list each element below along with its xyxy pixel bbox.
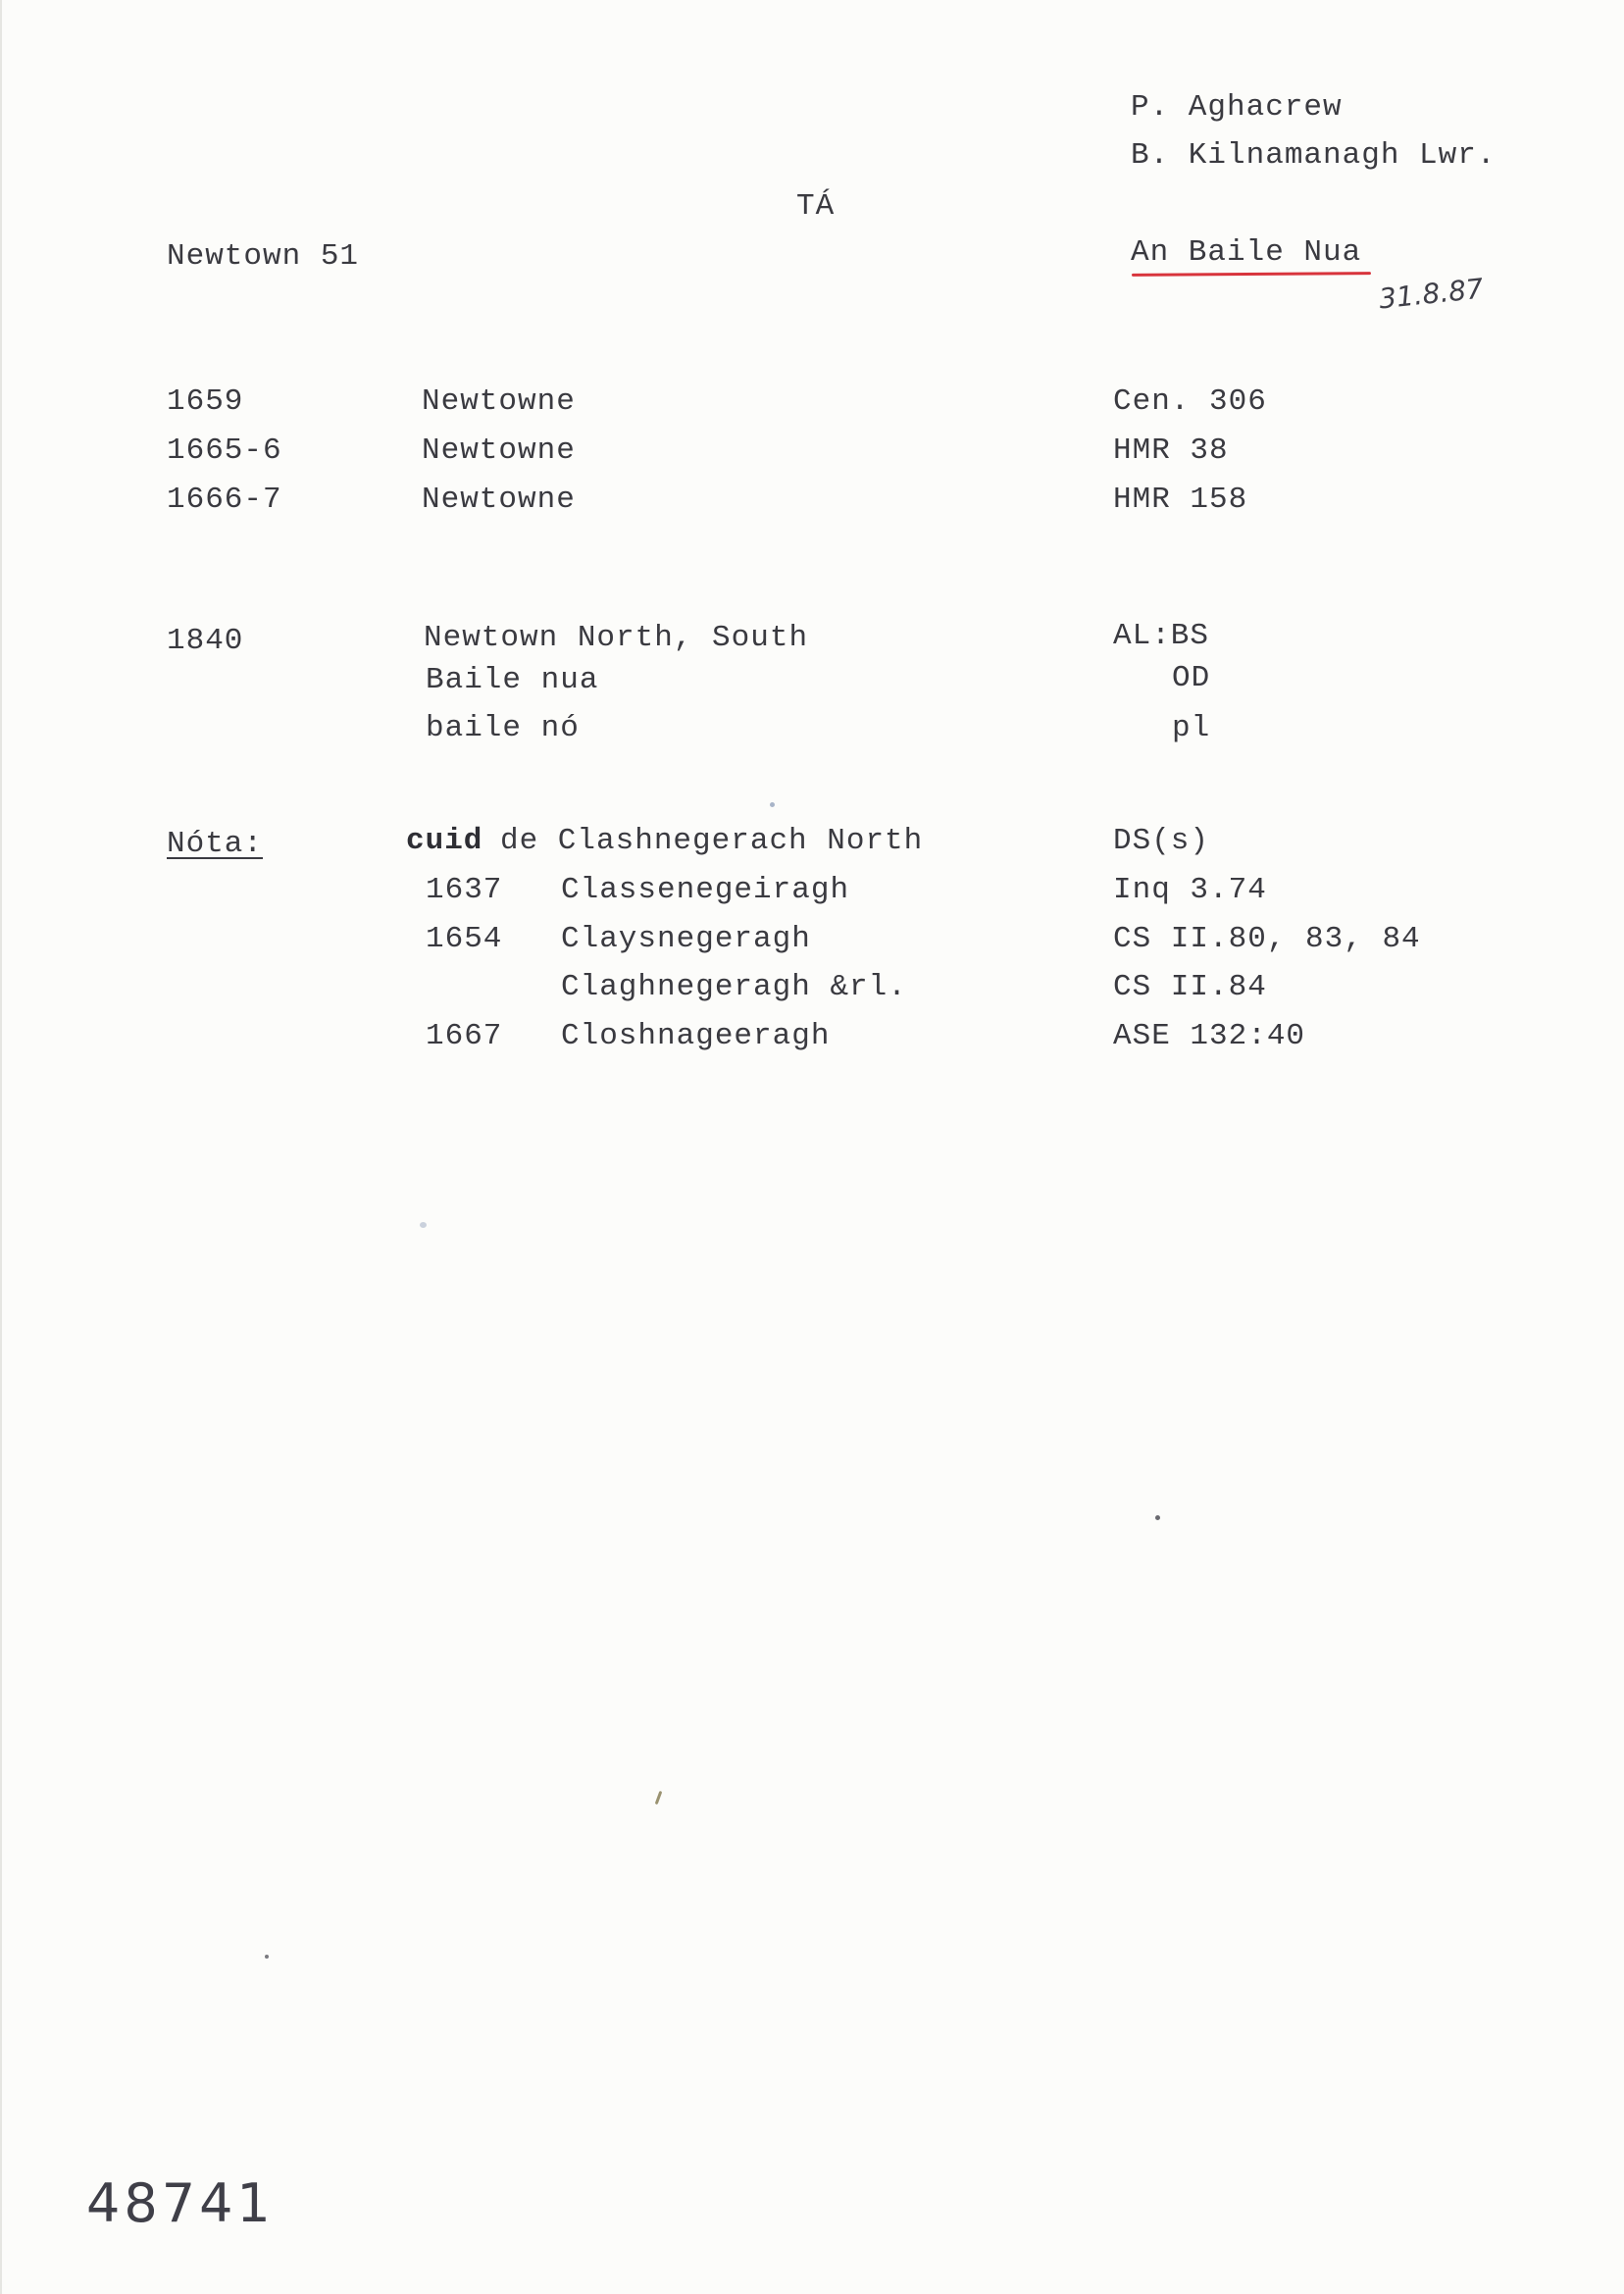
note-year: 1667 [426, 1019, 503, 1053]
os-form: Baile nua [426, 663, 599, 697]
os-form: Newtown North, South [424, 621, 809, 655]
note-form: Claysnegeragh [561, 922, 811, 956]
note-source: CS II.84 [1113, 970, 1267, 1004]
note-year: 1654 [426, 922, 503, 956]
paper-speck [1155, 1515, 1160, 1520]
townland-name: Newtown 51 [167, 239, 360, 274]
note-source: Inq 3.74 [1113, 873, 1267, 907]
paper-speck [655, 1791, 663, 1805]
irish-name: An Baile Nua [1131, 235, 1362, 270]
form-source: Cen. 306 [1113, 384, 1267, 419]
form-year: 1659 [167, 384, 244, 419]
note-lead-bold: cuid [406, 824, 483, 858]
os-form: baile nó [426, 711, 580, 745]
note-lead-text: de Clashnegerach North [500, 824, 924, 858]
form-year: 1666-7 [167, 483, 282, 517]
form-source: HMR 38 [1113, 433, 1229, 468]
paper-speck [770, 802, 775, 807]
form-year: 1665-6 [167, 433, 282, 468]
red-underline [1132, 272, 1371, 277]
handwritten-date: 31.8.87 [1377, 272, 1486, 316]
note-year: 1637 [426, 873, 503, 907]
os-source: OD [1172, 661, 1211, 695]
county-code: TÁ [796, 189, 836, 224]
parish-label: P. Aghacrew [1131, 90, 1343, 125]
form-name: Newtowne [422, 384, 576, 419]
note-source: CS II.80, 83, 84 [1113, 922, 1421, 956]
os-source: pl [1172, 711, 1211, 745]
note-source: ASE 132:40 [1113, 1019, 1306, 1053]
handwritten-folio-number: 48741 [86, 2172, 275, 2234]
form-source: HMR 158 [1113, 483, 1248, 517]
os-year: 1840 [167, 624, 244, 658]
form-name: Newtowne [422, 483, 576, 517]
os-source: AL:BS [1113, 619, 1210, 653]
note-lead-source: DS(s) [1113, 824, 1210, 858]
note-label: Nóta: [167, 827, 264, 861]
barony-label: B. Kilnamanagh Lwr. [1131, 138, 1497, 173]
paper-speck [265, 1955, 269, 1959]
note-form: Classenegeiragh [561, 873, 850, 907]
note-form: Closhnageeragh [561, 1019, 831, 1053]
paper-speck [420, 1222, 427, 1228]
form-name: Newtowne [422, 433, 576, 468]
note-form: Claghnegeragh &rl. [561, 970, 907, 1004]
